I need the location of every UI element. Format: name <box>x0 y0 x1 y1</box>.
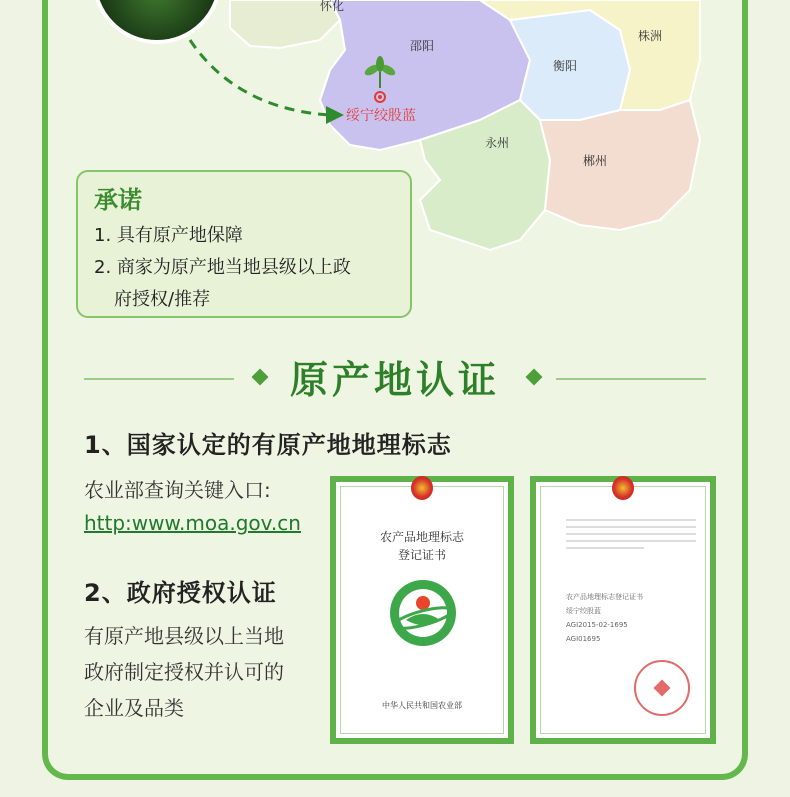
cert-row-3: AGI2015-02-1695 <box>566 621 628 629</box>
origin-label: 绥宁绞股蓝 <box>346 108 416 124</box>
heading-gov-auth: 2、政府授权认证 <box>84 579 277 607</box>
geo-indication-logo-icon <box>388 578 458 648</box>
map-label-chenzhou: 郴州 <box>583 154 608 168</box>
map-label-hengyang: 衡阳 <box>553 59 578 73</box>
pledge-title: 承诺 <box>94 186 142 214</box>
desc-line: 企业及品类 <box>84 696 184 720</box>
arrow-path <box>190 40 330 115</box>
gov-auth-desc <box>84 618 324 726</box>
map-region-chenzhou <box>540 100 700 230</box>
certificate-left <box>330 476 514 744</box>
cert-title-line2: 登记证书 <box>397 548 446 562</box>
cert-row-4: AGI01695 <box>566 635 601 643</box>
map-label-zhuzhou: 株洲 <box>638 29 663 43</box>
cert-title-line1: 农产品地理标志 <box>379 530 464 544</box>
desc-line: 政府制定授权并认可的 <box>84 660 284 684</box>
cert-row-2: 绥宁绞股蓝 <box>566 607 601 615</box>
national-emblem-icon <box>411 476 433 500</box>
pledge-item-2-cont: 府授权/推荐 <box>114 289 211 310</box>
cert-body-text <box>566 514 696 554</box>
official-seal-icon <box>634 660 690 716</box>
pledge-box <box>76 170 412 318</box>
query-link[interactable]: http:www.moa.gov.cn <box>84 511 301 535</box>
pledge-item-1: 1. 具有原产地保障 <box>94 225 243 246</box>
desc-line: 有原产地县级以上当地 <box>84 624 284 648</box>
map-label-yongzhou: 永州 <box>485 136 510 150</box>
section-title: 原产地认证 <box>289 358 500 402</box>
national-emblem-icon <box>612 476 634 500</box>
certificate-right <box>530 476 716 744</box>
divider-right <box>556 378 706 380</box>
query-label: 农业部查询关键入口: <box>84 478 271 502</box>
map-label-huaihua: 怀化 <box>320 0 345 13</box>
section-header <box>0 352 790 408</box>
cert-issuer: 中华人民共和国农业部 <box>382 701 462 710</box>
cert-row-1: 农产品地理标志登记证书 <box>566 593 643 601</box>
heading-geo-indication: 1、国家认定的有原产地地理标志 <box>84 431 452 459</box>
pledge-item-2: 2. 商家为原产地当地县级以上政 <box>94 257 351 278</box>
map-label-shaoyang: 邵阳 <box>410 39 435 53</box>
